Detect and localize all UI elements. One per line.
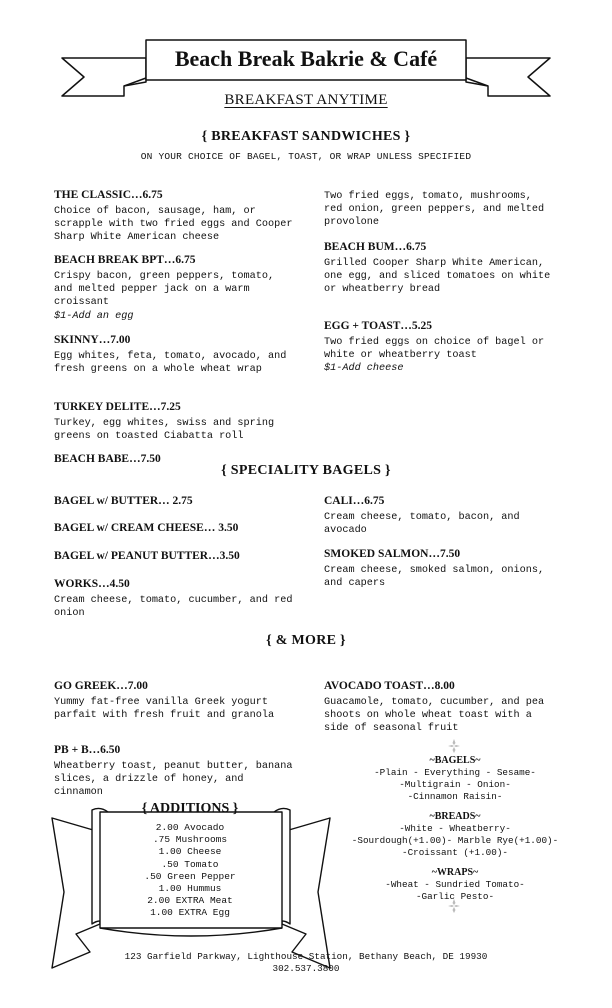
addition-item: 2.00 Avocado bbox=[155, 822, 225, 833]
menu-item bbox=[54, 549, 294, 566]
item-name: SMOKED SALMON…7.50 bbox=[324, 548, 461, 560]
list-title: ~BAGELS~ bbox=[429, 755, 481, 766]
item-description: Crispy bacon, green peppers, tomato, and melted pepper jack on a warm croissant bbox=[54, 271, 275, 309]
addition-item: 1.00 Cheese bbox=[158, 846, 222, 858]
item-name: BAGEL w/ CREAM CHEESE… 3.50 bbox=[54, 522, 239, 534]
item-name: CALI…6.75 bbox=[324, 495, 385, 507]
section-title-speciality-bagels: { SPECIALITY BAGELS } bbox=[221, 463, 391, 478]
item-description: Cream cheese, tomato, bacon, and avocado bbox=[324, 512, 520, 537]
item-description: Wheatberry toast, peanut butter, banana slices, a drizzle of honey, and cinnamon bbox=[54, 761, 293, 799]
bread-choices bbox=[320, 810, 590, 859]
item-name: BEACH BABE…7.50 bbox=[54, 453, 161, 465]
item-description: Two fried eggs on choice of bagel or white or wheatberry toast bbox=[324, 337, 545, 362]
list-line: -Croissant (+1.00)- bbox=[401, 847, 508, 858]
menu-item bbox=[54, 521, 294, 538]
item-name: GO GREEK…7.00 bbox=[54, 680, 148, 692]
item-name: SKINNY…7.00 bbox=[54, 334, 131, 346]
list-line: -Cinnamon Raisin- bbox=[407, 791, 503, 802]
menu-item bbox=[324, 547, 554, 590]
item-description: Cream cheese, tomato, cucumber, and red onion bbox=[54, 595, 293, 620]
list-title: ~WRAPS~ bbox=[431, 867, 479, 878]
item-name: AVOCADO TOAST…8.00 bbox=[324, 680, 455, 692]
addition-item: 2.00 EXTRA Meat bbox=[147, 895, 233, 907]
section-note: ON YOUR CHOICE OF BAGEL, TOAST, OR WRAP UNLESS SPECIFIED bbox=[140, 151, 472, 162]
item-description: Choice of bacon, sausage, ham, or scrapple with two fried eggs and Cooper Sharp White American cheese bbox=[54, 206, 293, 244]
footer-phone: 302.537.3800 bbox=[272, 963, 340, 974]
page-subtitle: BREAKFAST ANYTIME bbox=[224, 92, 388, 108]
item-name: BAGEL w/ PEANUT BUTTER…3.50 bbox=[54, 550, 240, 562]
menu-item bbox=[324, 319, 554, 376]
list-line: -Plain - Everything - Sesame- bbox=[374, 767, 536, 778]
addition-item: 1.00 EXTRA Egg bbox=[150, 907, 230, 919]
item-name: TURKEY DELITE…7.25 bbox=[54, 401, 181, 413]
item-description: Grilled Cooper Sharp White American, one egg, and sliced tomatoes on white or wheatberry bread bbox=[324, 258, 551, 296]
item-description: Egg whites, feta, tomato, avocado, and fresh greens on a whole wheat wrap bbox=[54, 351, 287, 376]
item-addon: $1-Add cheese bbox=[324, 363, 404, 375]
item-name: BEACH BREAK BPT…6.75 bbox=[54, 254, 196, 266]
menu-item bbox=[54, 743, 294, 800]
list-line: -White - Wheatberry- bbox=[399, 823, 511, 834]
addition-item: 1.00 Hummus bbox=[158, 883, 222, 895]
menu-item bbox=[54, 577, 294, 620]
item-name: THE CLASSIC…6.75 bbox=[54, 189, 163, 201]
menu-item bbox=[54, 188, 294, 245]
page-title: Beach Break Bakrie & Café bbox=[174, 46, 438, 71]
menu-item bbox=[54, 253, 294, 323]
item-name: WORKS…4.50 bbox=[54, 578, 130, 590]
item-name: PB + B…6.50 bbox=[54, 744, 121, 756]
menu-item bbox=[324, 679, 554, 736]
section-title-more: { & MORE } bbox=[266, 633, 346, 648]
fleur-ornament-icon bbox=[446, 738, 462, 754]
item-description: Cream cheese, smoked salmon, onions, and capers bbox=[324, 565, 545, 590]
list-line: -Multigrain - Onion- bbox=[399, 779, 511, 790]
item-description: Two fried eggs, tomato, mushrooms, red onion, green peppers, and melted provolone bbox=[324, 191, 545, 229]
item-name: BAGEL w/ BUTTER… 2.75 bbox=[54, 495, 193, 507]
menu-item bbox=[54, 333, 294, 376]
item-name: EGG + TOAST…5.25 bbox=[324, 320, 433, 332]
item-description: Turkey, egg whites, swiss and spring greens on toasted Ciabatta roll bbox=[54, 418, 275, 443]
addition-item: .50 Tomato bbox=[161, 858, 219, 870]
list-line: -Sourdough(+1.00)- Marble Rye(+1.00)- bbox=[351, 835, 559, 846]
list-line: -Wheat - Sundried Tomato- bbox=[385, 879, 525, 890]
addition-item: .75 Mushrooms bbox=[152, 834, 228, 846]
item-description: Guacamole, tomato, cucumber, and pea shoots on whole wheat toast with a side of seasonal fruit bbox=[324, 697, 545, 735]
menu-item bbox=[54, 679, 294, 722]
section-title-breakfast-sandwiches: { BREAKFAST SANDWICHES } bbox=[201, 129, 411, 144]
item-description: Yummy fat-free vanilla Greek yogurt parfait with fresh fruit and granola bbox=[54, 697, 275, 722]
banner-left-tail bbox=[62, 58, 146, 96]
menu-item bbox=[54, 400, 294, 443]
menu-item bbox=[324, 494, 554, 537]
banner-right-tail bbox=[466, 58, 550, 96]
wrap-choices bbox=[320, 866, 590, 903]
bagel-choices bbox=[320, 754, 590, 803]
addition-item: .50 Green Pepper bbox=[144, 870, 236, 882]
item-addon: $1-Add an egg bbox=[54, 310, 134, 322]
additions-list bbox=[95, 822, 285, 920]
item-name: BEACH BUM…6.75 bbox=[324, 241, 427, 253]
menu-item bbox=[324, 240, 554, 297]
list-line: -Garlic Pesto- bbox=[415, 891, 495, 902]
list-title: ~BREADS~ bbox=[429, 811, 481, 822]
additions-title: { ADDITIONS } bbox=[141, 801, 239, 816]
menu-item bbox=[54, 494, 294, 511]
footer-address: 123 Garfield Parkway, Lighthouse Station, Bethany Beach, DE 19930 bbox=[124, 951, 488, 962]
